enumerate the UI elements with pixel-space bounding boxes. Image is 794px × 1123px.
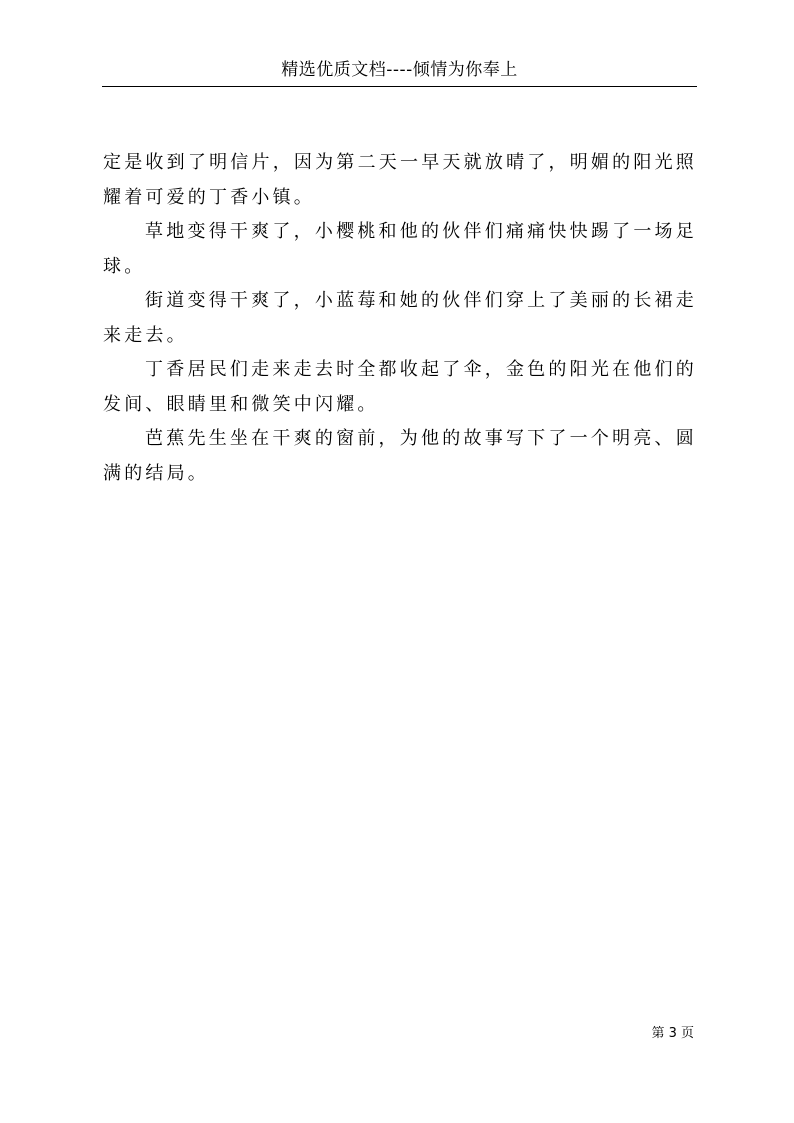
paragraph-5: 芭蕉先生坐在干爽的窗前，为他的故事写下了一个明亮、圆满的结局。 <box>103 428 697 484</box>
header-divider <box>102 86 697 87</box>
page-number: 第 3 页 <box>651 1026 694 1041</box>
paragraph-1: 定是收到了明信片，因为第二天一早天就放晴了，明媚的阳光照耀着可爱的丁香小镇。 <box>103 152 697 208</box>
paragraph-4: 丁香居民们走来走去时全都收起了伞，金色的阳光在他们的发间、眼睛里和微笑中闪耀。 <box>103 359 697 415</box>
paragraph-2: 草地变得干爽了，小樱桃和他的伙伴们痛痛快快踢了一场足球。 <box>103 221 697 277</box>
document-body <box>103 146 697 491</box>
page-header-title: 精选优质文档----倾情为你奉上 <box>281 60 518 80</box>
paragraph-3: 街道变得干爽了，小蓝莓和她的伙伴们穿上了美丽的长裙走来走去。 <box>103 290 697 346</box>
